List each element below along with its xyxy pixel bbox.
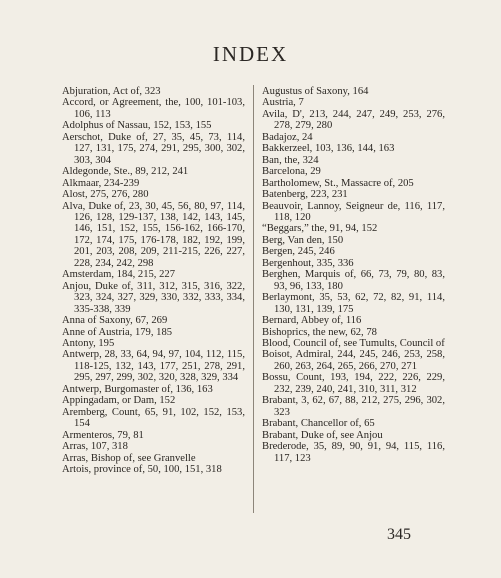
index-entry: “Beggars,” the, 91, 94, 152	[262, 223, 378, 235]
index-entry: Abjuration, Act of, 323	[62, 86, 161, 97]
index-entry: Arras, 107, 318	[62, 441, 128, 453]
index-entry: Anne of Austria, 179, 185	[62, 326, 173, 338]
index-entry: Brabant, Chancellor of, 65	[262, 418, 375, 430]
index-entry: Boisot, Admiral, 244, 245, 246, 253, 258, 260, 263, 264, 265, 266, 270, 271	[262, 349, 445, 372]
index-entry: Anjou, Duke of, 311, 312, 315, 316, 322, 323, 324, 327, 329, 330, 332, 333, 334, 335-338, 339	[62, 280, 245, 315]
index-entry: Badajoz, 24	[262, 131, 313, 143]
index-entry: Avila, D', 213, 244, 247, 249, 253, 276, 278, 279, 280	[262, 108, 445, 132]
index-entry: Aerschot, Duke of, 27, 35, 45, 73, 114, 127, 131, 175, 274, 291, 295, 300, 302, 303, 304	[62, 131, 245, 166]
index-entry: Berghen, Marquis of, 66, 73, 79, 80, 83, 93, 96, 133, 180	[262, 269, 445, 292]
index-entry: Amsterdam, 184, 215, 227	[62, 269, 175, 281]
index-entry: Arras, Bishop of, see Granvelle	[62, 452, 196, 464]
index-entry: Bartholomew, St., Massacre of, 205	[262, 177, 414, 189]
index-entry: Blood, Council of, see Tumults, Council of	[262, 337, 445, 349]
index-entry: Beauvoir, Lannoy, Seigneur de, 116, 117, 118, 120	[262, 200, 445, 223]
index-entry: Alkmaar, 234-239	[62, 177, 140, 189]
index-entry: Accord, or Agreement, the, 100, 101-103, 106, 113	[62, 97, 245, 120]
index-entry: Batenberg, 223, 231	[262, 189, 348, 201]
index-entry: Antony, 195	[62, 337, 115, 349]
index-entry: Bergenhout, 335, 336	[262, 257, 354, 269]
index-entry: Adolphus of Nassau, 152, 153, 155	[62, 120, 212, 132]
index-column-left	[62, 86, 245, 475]
index-entry: Appingadam, or Dam, 152	[62, 395, 176, 407]
index-entry: Aremberg, Count, 65, 91, 102, 152, 153, 154	[62, 406, 245, 430]
index-entry: Bakkerzeel, 103, 136, 144, 163	[262, 143, 395, 155]
index-entry: Antwerp, 28, 33, 64, 94, 97, 104, 112, 115, 118-125, 132, 143, 177, 251, 278, 291, 295, 297, 299, 302, 320, 328, 329, 334	[62, 349, 245, 384]
index-entry: Alva, Duke of, 23, 30, 45, 56, 80, 97, 114, 126, 128, 129-137, 138, 142, 143, 145, 146, 151, 152, 155, 156-162, 166-170, 172, 174, 175, 176-178, 182, 192, 199, 201, 203, 208, 209, 211-215, 226, 227, 228, 234, 242, 298	[62, 200, 245, 269]
index-entry: Barcelona, 29	[262, 166, 321, 178]
index-entry: Aldegonde, Ste., 89, 212, 241	[62, 166, 189, 178]
index-entry: Alost, 275, 276, 280	[62, 189, 149, 201]
index-entry: Augustus of Saxony, 164	[262, 86, 369, 97]
index-entry: Bernard, Abbey of, 116	[262, 315, 362, 327]
index-column-right	[262, 86, 445, 464]
index-entry: Armenteros, 79, 81	[62, 429, 144, 441]
index-entry: Brabant, 3, 62, 67, 88, 212, 275, 296, 302, 323	[262, 395, 445, 418]
index-entry: Antwerp, Burgomaster of, 136, 163	[62, 383, 213, 395]
column-divider	[253, 85, 254, 513]
index-entry: Brederode, 35, 89, 90, 91, 94, 115, 116, 117, 123	[262, 441, 445, 464]
index-entry: Brabant, Duke of, see Anjou	[262, 429, 383, 441]
index-entry: Bergen, 245, 246	[262, 246, 335, 258]
index-entry: Anna of Saxony, 67, 269	[62, 315, 168, 327]
page-title: INDEX	[212, 42, 289, 66]
page-number: 345	[387, 526, 411, 543]
index-entry: Berg, Van den, 150	[262, 234, 344, 246]
index-entry: Bossu, Count, 193, 194, 222, 226, 229, 232, 239, 240, 241, 310, 311, 312	[262, 372, 445, 395]
index-entry: Bishoprics, the new, 62, 78	[262, 326, 377, 338]
index-entry: Artois, province of, 50, 100, 151, 318	[62, 463, 222, 475]
index-entry: Austria, 7	[262, 97, 304, 109]
index-entry: Ban, the, 324	[262, 154, 319, 166]
index-entry: Berlaymont, 35, 53, 62, 72, 82, 91, 114, 130, 131, 139, 175	[262, 292, 445, 315]
